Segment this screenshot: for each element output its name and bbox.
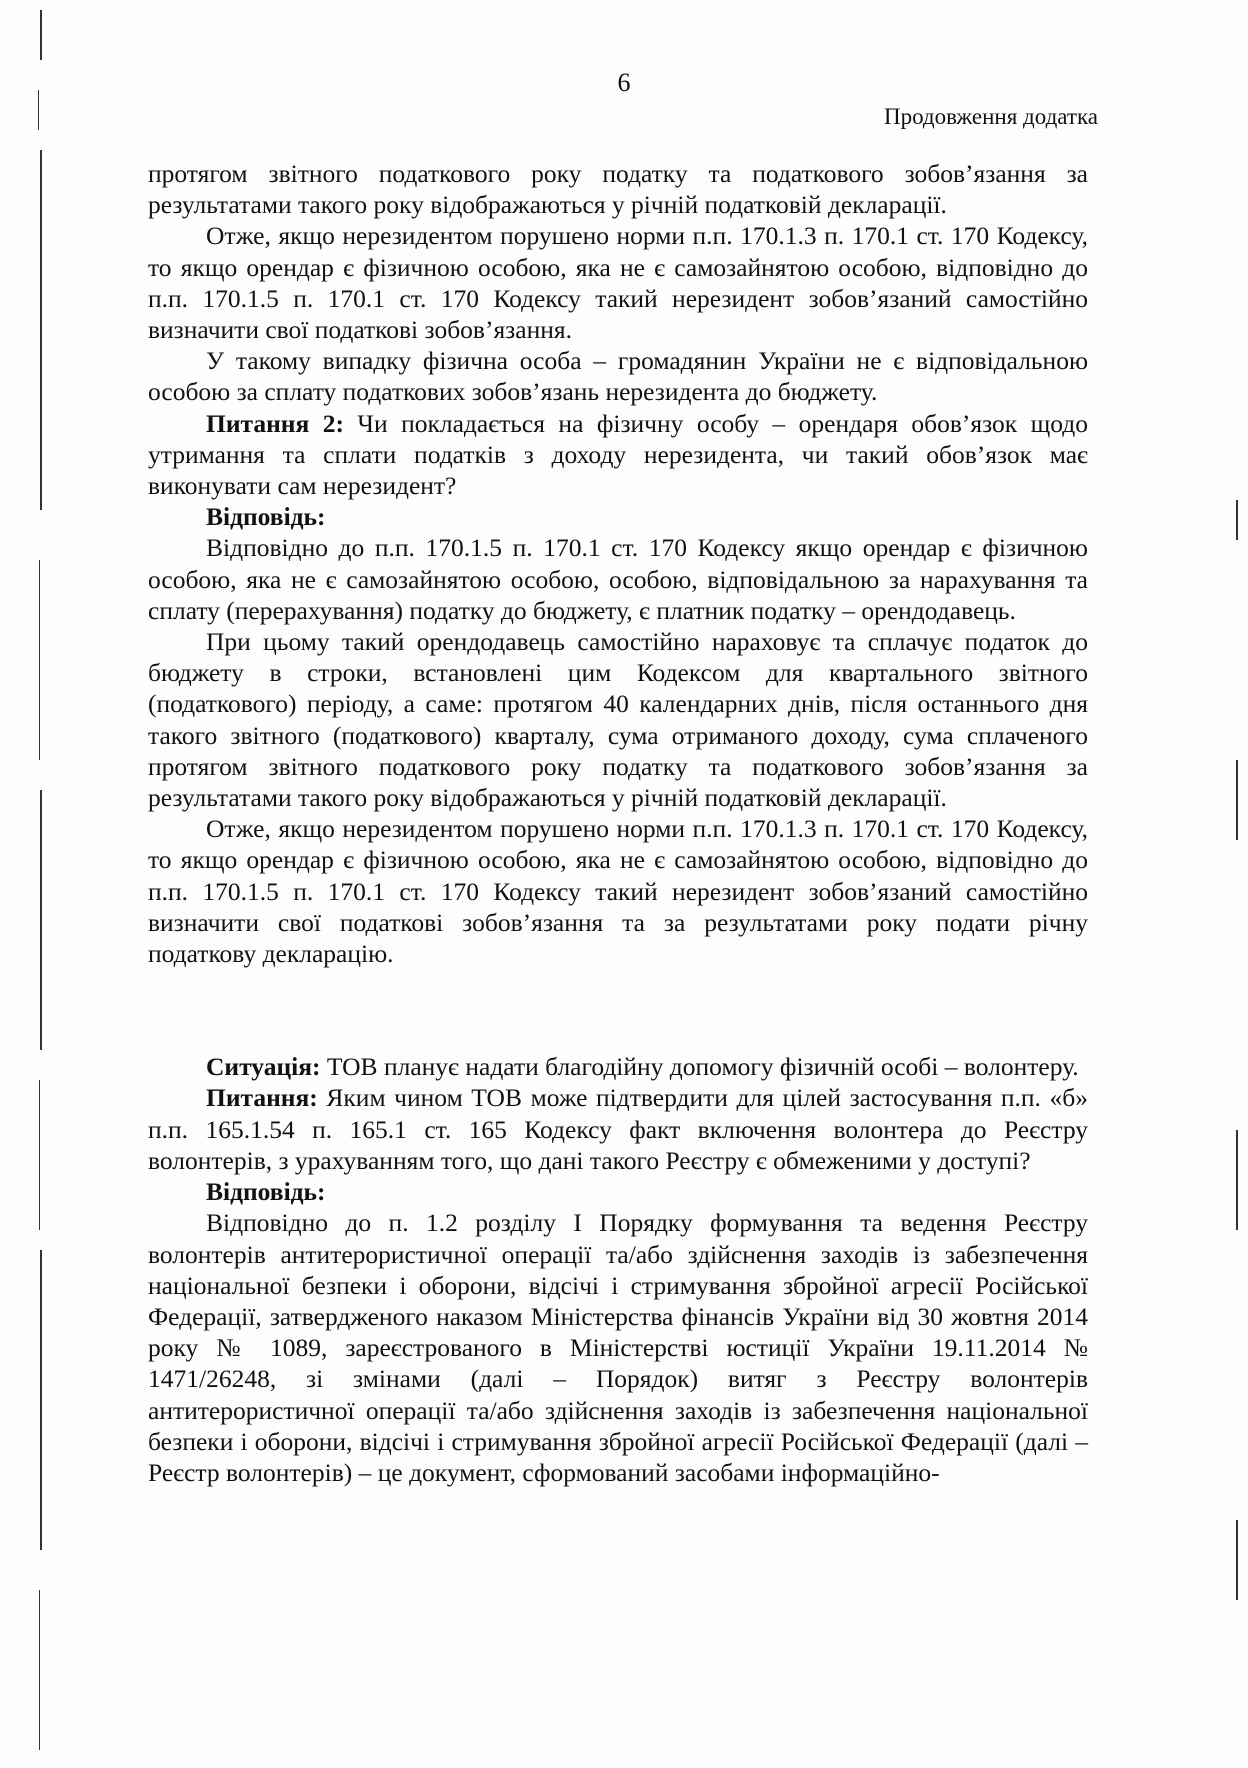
paragraph-text: Отже, якщо нерезидентом порушено норми п.п. 170.1.3 п. 170.1 ст. 170 Кодексу, то якщо орендар є фізичною особою, яка не є самозайнятою особою, відповідно до п.п. 170.1.5 п. 170.1 ст. 170 Кодексу такий нерезидент зобов’язаний самостійно визначити свої податкові зобов’язання. <box>148 221 1088 345</box>
continuation-label: Продовження додатка <box>883 104 1098 129</box>
paragraph-text: У такому випадку фізична особа – громадянин України не є відповідальною особою за сплату податкових зобов’язань нерезидента до бюджету. <box>148 346 1088 407</box>
paragraph-heading: Ситуація: <box>206 1052 321 1082</box>
paragraph-text: При цьому такий орендодавець самостійно нараховує та сплачує податок до бюджету в строки, встановлені цим Кодексом для квартального звітного (податкового) періоду, а саме: протягом 40 календарних днів, після останнього дня такого звітного (податкового) кварталу, сума отриманого доходу, сума сплаченого протягом звітного податкового року податку та податкового зобов’язання за результатами такого року відображаються у річній податковій декларації. <box>148 627 1088 813</box>
scan-artifact-right <box>1208 0 1248 1768</box>
paragraph-heading: Відповідь: <box>206 502 326 532</box>
paragraph <box>148 1051 1088 1082</box>
paragraph <box>148 408 1088 502</box>
paragraph-heading: Відповідь: <box>206 1177 326 1207</box>
page-number: 6 <box>617 68 631 97</box>
paragraph-text: ТОВ планує надати благодійну допомогу фізичній особі – волонтеру. <box>320 1052 1079 1082</box>
paragraph <box>148 1207 1088 1488</box>
paragraph-heading: Питання: <box>206 1083 318 1113</box>
paragraph <box>148 532 1088 626</box>
paragraph-text: протягом звітного податкового року податку та податкового зобов’язання за результатами такого року відображаються у річній податковій декларації. <box>148 159 1088 220</box>
paragraph-text: Відповідно до п. 1.2 розділу І Порядку формування та ведення Реєстру волонтерів антитерористичної операції та/або здійснення заходів із забезпечення національної безпеки і оборони, відсічі і стримування збройної агресії Російської Федерації, затвердженого наказом Міністерства фінансів України від 30 жовтня 2014 року № 1089, зареєстрованого в Міністерстві юстиції України 19.11.2014 № 1471/26248, зі змінами (далі – Порядок) витяг з Реєстру волонтерів антитерористичної операції та/або здійснення заходів із забезпечення національної безпеки і оборони, відсічі і стримування збройної агресії Російської Федерації (далі – Реєстр волонтерів) – це документ, сформований засобами інформаційно- <box>148 1208 1088 1487</box>
paragraph <box>148 1176 1088 1207</box>
paragraph-gap <box>148 995 1088 1026</box>
scan-artifact-left <box>34 0 74 1768</box>
paragraph <box>148 813 1088 969</box>
document-body <box>148 158 1088 1488</box>
paragraph <box>148 345 1088 407</box>
paragraph-text: Отже, якщо нерезидентом порушено норми п.п. 170.1.3 п. 170.1 ст. 170 Кодексу, то якщо орендар є фізичною особою, яка не є самозайнятою особою, відповідно до п.п. 170.1.5 п. 170.1 ст. 170 Кодексу такий нерезидент зобов’язаний самостійно визначити свої податкові зобов’язання та за результатами року подати річну податкову декларацію. <box>148 814 1088 969</box>
paragraph-text: Відповідно до п.п. 170.1.5 п. 170.1 ст. 170 Кодексу якщо орендар є фізичною особою, яка не є самозайнятою особою, особою, відповідальною за нарахування та сплату (перерахування) податку до бюджету, є платник податку – орендодавець. <box>148 533 1088 625</box>
paragraph <box>148 220 1088 345</box>
paragraph <box>148 158 1088 220</box>
paragraph <box>148 501 1088 532</box>
paragraph-text: Чи покладається на фізичну особу – орендаря обов’язок щодо утримання та сплати податків з доходу нерезидента, чи такий обов’язок має виконувати сам нерезидент? <box>148 408 1088 501</box>
paragraph <box>148 626 1088 813</box>
paragraph-text: Яким чином ТОВ може підтвердити для цілей застосування п.п. «б» п.п. 165.1.54 п. 165.1 ст. 165 Кодексу факт включення волонтера до Реєстру волонтерів, з урахуванням того, що дані такого Реєстру є обмеженими у доступі? <box>148 1083 1088 1175</box>
paragraph-heading: Питання 2: <box>206 408 344 438</box>
paragraph <box>148 1082 1088 1176</box>
